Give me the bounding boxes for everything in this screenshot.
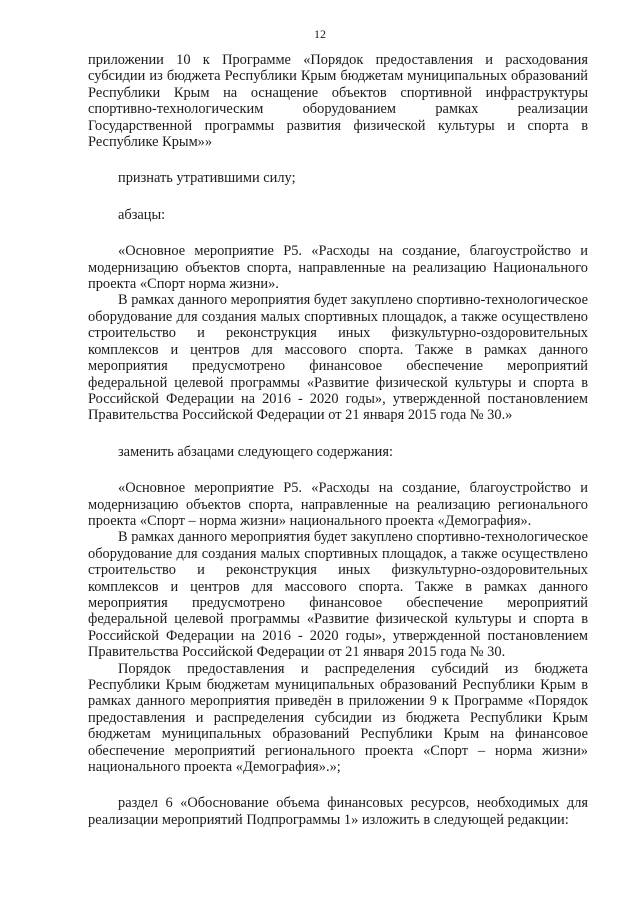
- paragraph-abzatsy: абзацы:: [118, 206, 166, 223]
- page-number: 12: [314, 27, 326, 41]
- paragraph-section-6: раздел 6 «Обоснование объема финансовых ресурсов, необходимых для реализации мероприятий Подпрограммы 1» изложить в следующей редакции:: [88, 795, 588, 828]
- paragraph-declare-invalid: признать утратившими силу;: [118, 170, 296, 187]
- paragraph-old-measure-body: В рамках данного мероприятия будет закуплено спортивно-технологическое оборудование для создания малых спортивных площадок, а также осуществлено строительство и реконструкция иных физкультурно-оздоровительных комплексов и центров для массового спорта. Также в рамках данного мероприятия предусмотрено финансовое обеспечение мероприятий федеральной целевой программы «Развитие физической культуры и спорта в Российской Федерации на 2016 - 2020 годы», утвержденной постановлением Правительства Российской Федерации от 21 января 2015 года № 30.»: [88, 292, 588, 424]
- paragraph-subsidy-procedure: Порядок предоставления и распределения субсидий из бюджета Республики Крым бюджетам муниципальных образований Республики Крым в рамках данного мероприятия приведён в приложении 9 к Программе «Порядок предоставления и распределения субсидии из бюджета Республики Крым бюджетам муниципальных образований Республики Крым на финансовое обеспечение мероприятий регионального проекта «Спорт – норма жизни» национального проекта «Демография».»;: [88, 660, 588, 776]
- paragraph-replace-with: заменить абзацами следующего содержания:: [118, 443, 393, 460]
- paragraph-new-measure-title: «Основное мероприятие Р5. «Расходы на создание, благоустройство и модернизацию объектов спорта, направленные на реализацию регионального проекта «Спорт – норма жизни» национального проекта «Демография».: [88, 480, 588, 529]
- paragraph-new-measure-body: В рамках данного мероприятия будет закуплено спортивно-технологическое оборудование для создания малых спортивных площадок, а также осуществлено строительство и реконструкция иных физкультурно-оздоровительных комплексов и центров для массового спорта. Также в рамках данного мероприятия предусмотрено финансовое обеспечение мероприятий федеральной целевой программы «Развитие физической культуры и спорта в Российской Федерации на 2016 - 2020 годы», утвержденной постановлением Правительства Российской Федерации от 21 января 2015 года № 30.: [88, 529, 588, 661]
- paragraph-old-measure-title: «Основное мероприятие Р5. «Расходы на создание, благоустройство и модернизацию объектов спорта, направленные на реализацию Национального проекта «Спорт норма жизни».: [88, 243, 588, 293]
- paragraph-appendix-reference: приложении 10 к Программе «Порядок предоставления и расходования субсидии из бюджета Республики Крым бюджетам муниципальных образований Республики Крым на оснащение объектов спортивной инфраструктуры спортивно-технологическим оборудованием рамках реализации Государственной программы развития физической культуры и спорта в Республике Крым»»: [88, 52, 588, 151]
- document-body: [88, 52, 588, 828]
